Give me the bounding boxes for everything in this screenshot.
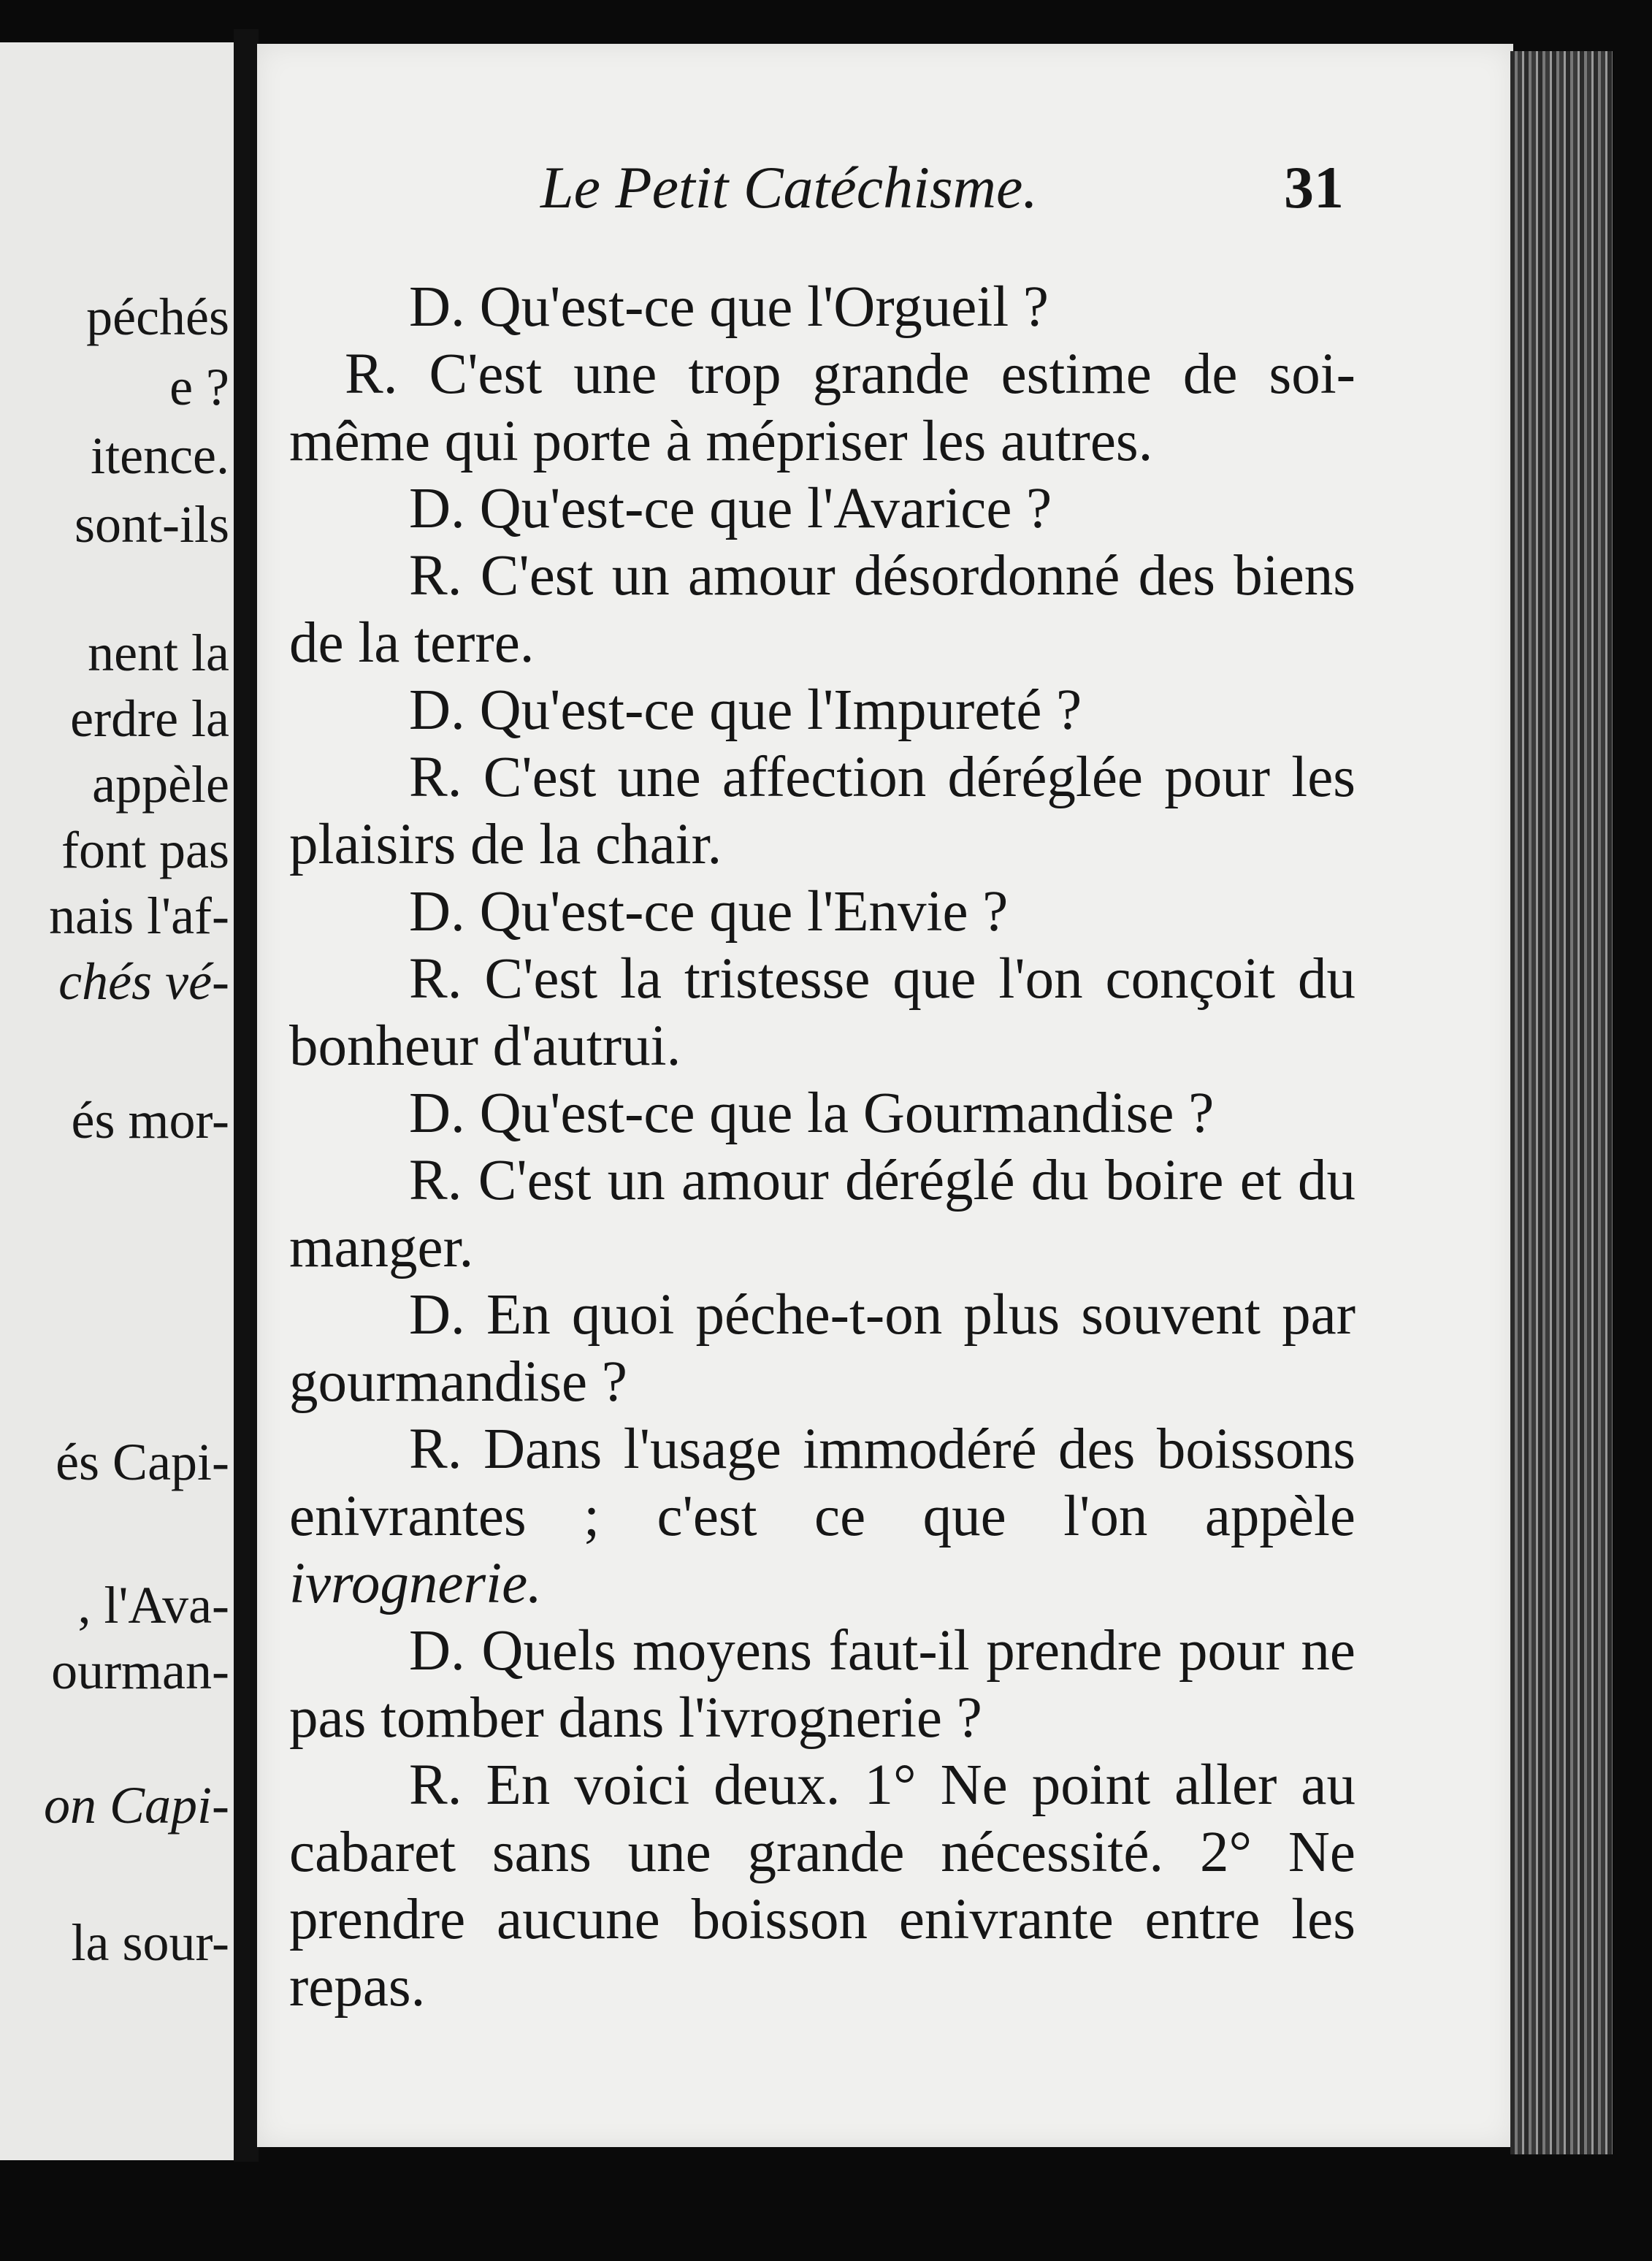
- answer-text: C'est la tristesse que l'on conçoit du bonheur d'autrui.: [289, 947, 1355, 1078]
- left-page-line: font pas: [61, 821, 229, 879]
- question-text: En quoi péche-t-on plus souvent par gourmandise ?: [289, 1283, 1356, 1414]
- left-page-line: és Capi-: [56, 1433, 229, 1491]
- left-page-line: erdre la: [70, 689, 229, 748]
- question-text: Qu'est-ce que l'Avarice ?: [479, 477, 1052, 540]
- left-page-line: nais l'af-: [49, 887, 229, 945]
- answer-text: En voici deux. 1° Ne point aller au cabaret sans une grande nécessité. 2° Ne prendre aucune boisson enivrante entre les repas.: [289, 1753, 1355, 2019]
- left-page-line: ourman-: [51, 1642, 229, 1700]
- question: [289, 475, 1355, 543]
- left-page-line: péchés: [86, 288, 229, 346]
- question: [289, 1618, 1355, 1752]
- page-number: 31: [1284, 154, 1344, 221]
- left-page-line: , l'Ava-: [77, 1576, 229, 1634]
- question: [289, 1080, 1355, 1147]
- question-text: Quels moyens faut-il prendre pour ne pas tomber dans l'ivrognerie ?: [289, 1619, 1355, 1750]
- answer: [289, 1752, 1355, 2021]
- previous-page-fragment: [0, 42, 234, 2160]
- scan-border: [0, 2162, 1652, 2261]
- answer: [289, 744, 1355, 879]
- answer-label: R.: [409, 544, 462, 608]
- question-label: D.: [409, 1082, 465, 1145]
- left-page-line: chés vé-: [58, 952, 229, 1011]
- answer-label: R.: [345, 343, 398, 406]
- answer: [289, 1416, 1355, 1618]
- page-header: [540, 153, 1344, 234]
- left-page-line: la sour-: [71, 1913, 229, 1972]
- answer-text: C'est un amour déréglé du boire et du manger.: [289, 1149, 1355, 1279]
- question: [289, 677, 1355, 744]
- answer: [289, 946, 1355, 1080]
- answer-text: C'est une affection déréglée pour les plaisirs de la chair.: [289, 746, 1356, 876]
- question-text: Qu'est-ce que l'Orgueil ?: [479, 275, 1049, 339]
- answer: [289, 1147, 1355, 1282]
- left-page-line: e ?: [169, 358, 229, 416]
- answer-label: R.: [409, 947, 462, 1011]
- left-page-line: sont-ils: [74, 495, 229, 554]
- answer: [289, 341, 1355, 475]
- left-page-line: nent la: [88, 624, 229, 682]
- question: [289, 274, 1355, 341]
- answer-label: R.: [409, 1149, 462, 1212]
- question-label: D.: [409, 1283, 465, 1347]
- answer: [289, 543, 1355, 677]
- left-page-line: és mor-: [71, 1091, 229, 1149]
- answer-label: R.: [409, 1753, 462, 1817]
- answer-text: Dans l'usage immodéré des boissons enivrantes ; c'est ce que l'on appèle: [289, 1418, 1356, 1548]
- answer-text: C'est un amour désordonné des biens de la terre.: [289, 544, 1356, 675]
- question-text: Qu'est-ce que la Gourmandise ?: [479, 1082, 1215, 1145]
- left-page-line: on Capi-: [43, 1776, 229, 1835]
- left-page-line: itence.: [91, 426, 229, 485]
- answer-italic-term: ivrognerie.: [289, 1552, 542, 1615]
- left-page-line: appèle: [92, 755, 229, 814]
- answer-text: C'est une trop grande estime de soi-même qui porte à mépriser les autres.: [289, 343, 1355, 473]
- book-gutter: [234, 29, 259, 2184]
- question-label: D.: [409, 880, 465, 944]
- question: [289, 1282, 1355, 1416]
- question-text: Qu'est-ce que l'Impureté ?: [479, 678, 1082, 742]
- question-label: D.: [409, 678, 465, 742]
- page-edges: [1510, 51, 1613, 2154]
- question-label: D.: [409, 275, 465, 339]
- catechism-text: [289, 274, 1355, 2021]
- answer-label: R.: [409, 1418, 462, 1481]
- answer-label: R.: [409, 746, 462, 809]
- question-label: D.: [409, 477, 465, 540]
- question-label: D.: [409, 1619, 465, 1683]
- question-text: Qu'est-ce que l'Envie ?: [479, 880, 1009, 944]
- question: [289, 879, 1355, 946]
- running-title: Le Petit Catéchisme.: [540, 154, 1038, 221]
